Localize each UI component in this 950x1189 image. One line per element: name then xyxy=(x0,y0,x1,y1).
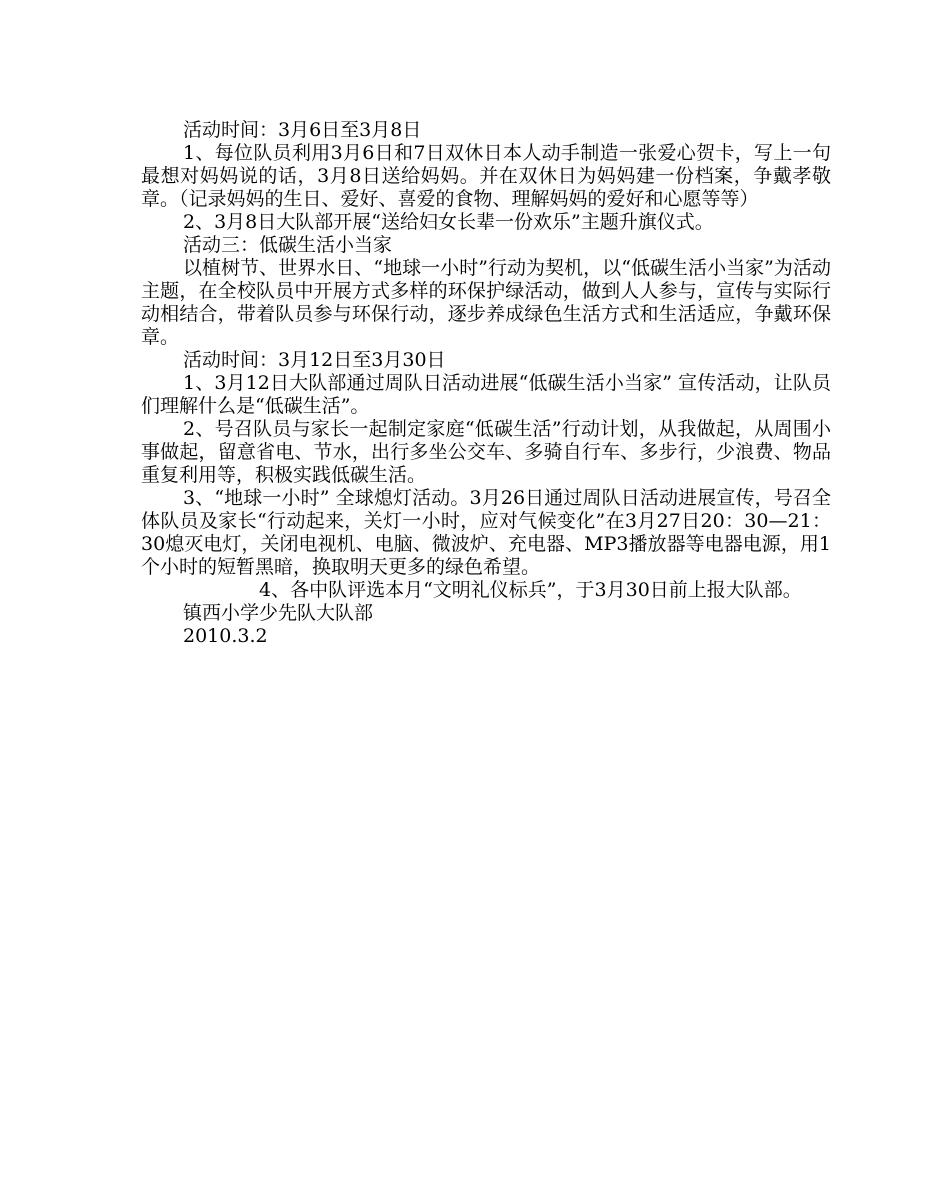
document-body xyxy=(141,119,831,648)
low-carbon-item-1: 1、3月12日大队部通过周队日活动进展“低碳生活小当家” 宣传活动，让队员们理解什么是“低碳生活”。 xyxy=(141,372,831,417)
greeting-card-paragraph: 1、每位队员利用3月6日和7日双休日本人动手制造一张爱心贺卡，写上一句最想对妈妈说的话，3月8日送给妈妈。并在双休日为妈妈建一份档案，争戴孝敬章。（记录妈妈的生日、爱好、喜爱的食物、理解妈妈的爱好和心愿等等） xyxy=(141,142,831,210)
signature-date: 2010.3.2 xyxy=(183,625,268,647)
etiquette-model-item-4: 4、各中队评选本月“文明礼仪标兵”，于3月30日前上报大队部。 xyxy=(259,579,802,601)
activity-time-paragraph: 活动时间：3月6日至3月8日 xyxy=(183,119,422,141)
flag-ceremony-paragraph: 2、3月8日大队部开展“送给妇女长辈一份欢乐”主题升旗仪式。 xyxy=(183,211,714,233)
signature-organization: 镇西小学少先队大队部 xyxy=(183,602,374,624)
earth-hour-item-3: 3、“地球一小时” 全球熄灯活动。3月26日通过周队日活动进展宣传，号召全体队员及家长“行动起来，关灯一小时，应对气候变化”在3月27日20：30—21：30熄灭电灯，关闭电视机、电脑、微波炉、充电器、MP3播放器等电器电源，用1个小时的短暂黑暗，换取明天更多的绿色希望。 xyxy=(141,487,831,578)
low-carbon-item-2: 2、号召队员与家长一起制定家庭“低碳生活”行动计划，从我做起，从周围小事做起，留意省电、节水，出行多坐公交车、多骑自行车、多步行，少浪费、物品重复利用等，积极实践低碳生活。 xyxy=(141,418,831,486)
low-carbon-intro-paragraph: 以植树节、世界水日、“地球一小时”行动为契机，以“低碳生活小当家”为活动主题，在全校队员中开展方式多样的环保护绿活动，做到人人参与，宣传与实际行动相结合，带着队员参与环保行动，逐步养成绿色生活方式和生活适应，争戴环保章。 xyxy=(141,257,831,348)
activity-time-paragraph-2: 活动时间：3月12日至3月30日 xyxy=(183,349,446,371)
activity-three-heading: 活动三：低碳生活小当家 xyxy=(183,234,393,256)
